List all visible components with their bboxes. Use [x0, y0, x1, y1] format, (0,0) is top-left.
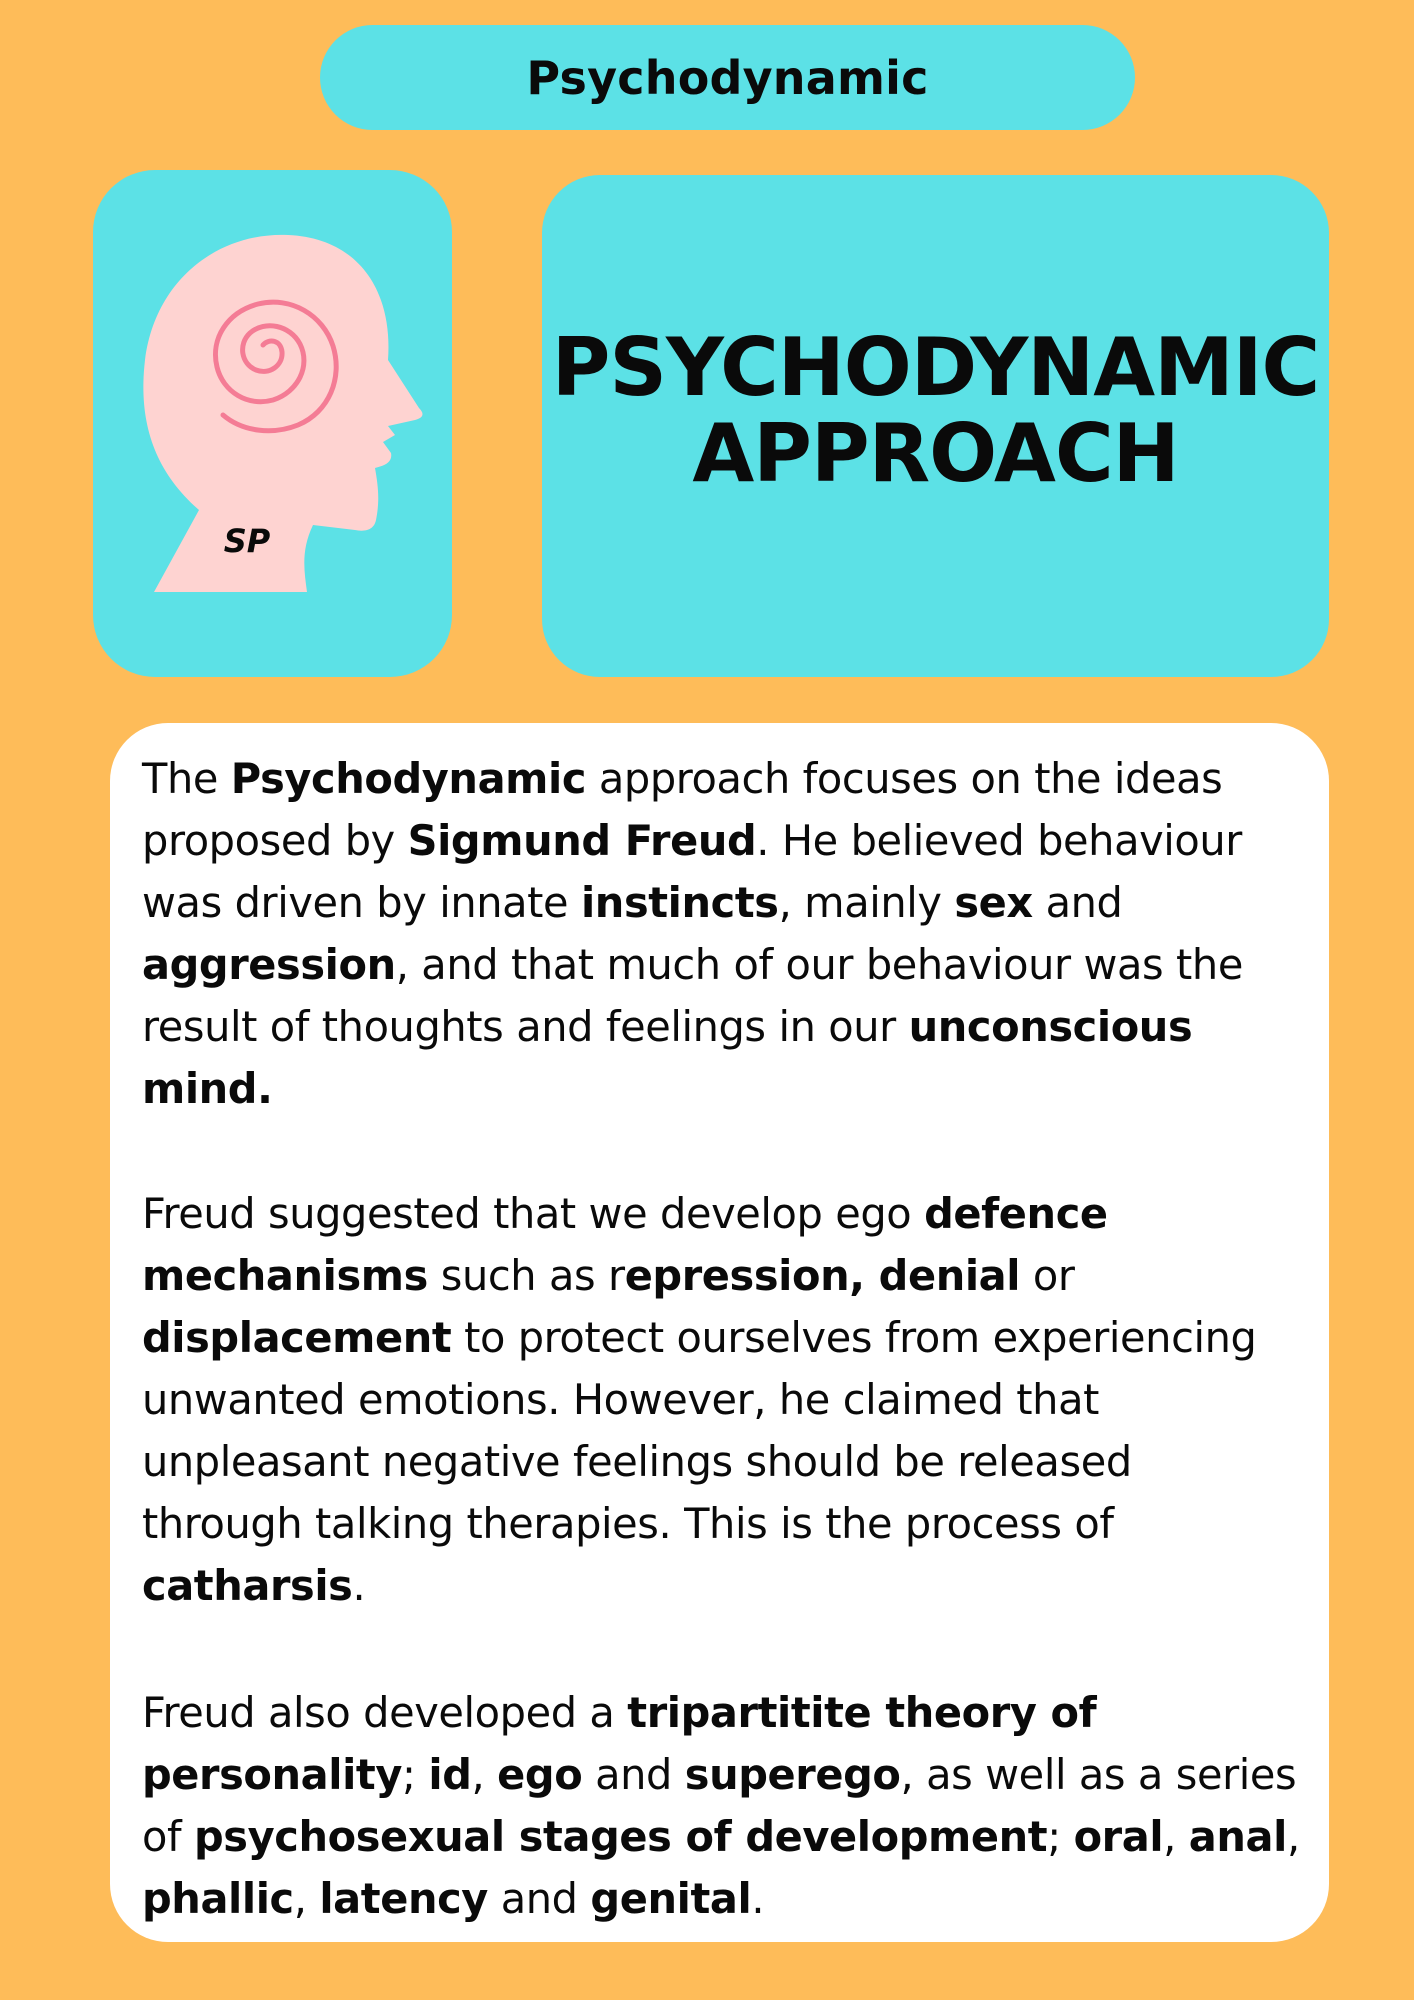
text-run: unpleasant negative feelings should be released — [142, 1437, 1132, 1486]
text-run: result of thoughts and feelings in our — [142, 1002, 909, 1051]
text-run: through talking therapies. This is the process of — [142, 1499, 1114, 1548]
text-run: such as r — [427, 1251, 625, 1300]
content-card — [110, 723, 1329, 1942]
bold-term: personality — [142, 1750, 403, 1799]
bold-term: Psychodynamic — [230, 754, 587, 803]
head-silhouette — [143, 235, 422, 592]
bold-term: Sigmund Freud — [407, 816, 757, 865]
bold-term: defence — [924, 1189, 1108, 1238]
bold-term: unconscious — [908, 1002, 1193, 1051]
bold-term: anal — [1188, 1812, 1287, 1861]
text-run: , — [1163, 1812, 1189, 1861]
text-run: ; — [1047, 1812, 1074, 1861]
text-run: , mainly — [778, 878, 955, 927]
text-run: of — [142, 1812, 194, 1861]
title-line-2: APPROACH — [692, 407, 1179, 500]
bold-term: mind. — [142, 1064, 273, 1113]
bold-term: latency — [319, 1874, 488, 1923]
text-run: and — [582, 1750, 685, 1799]
text-run: . — [751, 1874, 765, 1923]
text-run: was driven by innate — [142, 878, 581, 927]
title-line-1: PSYCHODYNAMIC — [551, 321, 1320, 414]
bold-term: sex — [954, 878, 1033, 927]
bold-term: genital — [590, 1874, 752, 1923]
text-run: and — [487, 1874, 591, 1923]
bold-term: superego — [684, 1750, 901, 1799]
text-run: , as well as a series — [900, 1750, 1297, 1799]
text-run: to protect ourselves from experiencing — [451, 1313, 1257, 1362]
text-run: , — [293, 1874, 320, 1923]
bold-term: ego — [497, 1750, 583, 1799]
logo-initials: SP — [223, 522, 271, 560]
text-run: and — [1032, 878, 1123, 927]
text-run: or — [1020, 1251, 1075, 1300]
bold-term: oral — [1073, 1812, 1164, 1861]
bold-term: psychosexual stages of development — [194, 1812, 1048, 1861]
head-spiral-icon — [93, 170, 452, 677]
paragraph-intro — [142, 748, 1332, 1120]
paragraph-defence-mechanisms — [142, 1183, 1332, 1617]
bold-term: instincts — [580, 878, 779, 927]
bold-term: displacement — [142, 1313, 452, 1362]
text-run: Freud also developed a — [142, 1688, 628, 1737]
text-run: ; — [402, 1750, 429, 1799]
text-run: proposed by — [142, 816, 408, 865]
bold-term: phallic — [142, 1874, 294, 1923]
text-run: . — [352, 1561, 366, 1610]
bold-term: aggression — [142, 940, 396, 989]
bold-term: id — [428, 1750, 472, 1799]
header-pill — [320, 25, 1135, 130]
bold-term: epression, denial — [624, 1251, 1021, 1300]
text-run: , — [1286, 1812, 1300, 1861]
page-title — [542, 321, 1329, 500]
bold-term: mechanisms — [142, 1251, 428, 1300]
text-run: , and that much of our behaviour was the — [395, 940, 1243, 989]
logo-card — [93, 170, 452, 677]
text-run: . He believed behaviour — [756, 816, 1242, 865]
header-label: Psychodynamic — [526, 50, 929, 105]
text-run: unwanted emotions. However, he claimed that — [142, 1375, 1099, 1424]
bold-term: tripartitite theory of — [627, 1688, 1097, 1737]
text-run: Freud suggested that we develop ego — [142, 1189, 925, 1238]
text-run: approach focuses on the ideas — [586, 754, 1223, 803]
bold-term: catharsis — [142, 1561, 353, 1610]
text-run: , — [471, 1750, 498, 1799]
title-card — [542, 175, 1329, 677]
text-run: The — [142, 754, 231, 803]
paragraph-personality-theory — [142, 1682, 1332, 1930]
